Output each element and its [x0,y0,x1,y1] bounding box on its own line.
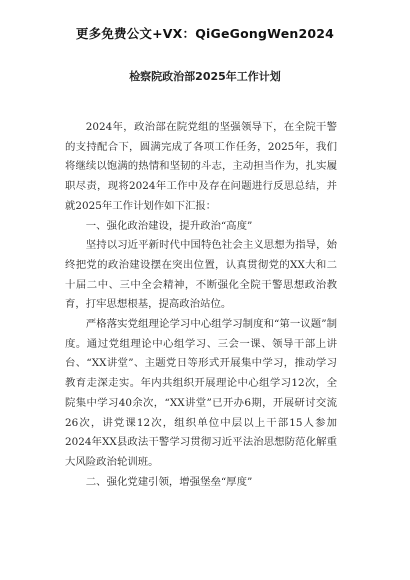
section-heading-1: 一、强化政治建设，提升政治“高度” [85,219,253,232]
document-title: 检察院政治部2025年工作计划 [129,70,281,83]
document-body [65,118,337,492]
paragraph-study-system: 严格落实党组理论学习中心组学习制度和“第一议题”制度。通过党组理论中心组学习、三会一课、领导干部上讲台、“XX讲堂”、主题党日等形式开展集中学习，推动学习教育走深走实。年内共组织开展理论中心组学习12次，全院集中学习40余次，“XX讲堂”已开办6期，开展研讨交流26次，讲党课12次，组织单位中层以上干部15人参加2024年XX县政法干警学习贯彻习近平法治思想防范化解重大风险政治轮训班。 [65,318,337,468]
paragraph-intro: 2024年，政治部在院党组的坚强领导下，在全院干警的支持配合下，圆满完成了各项工作任务，2025年，我们将继续以饱满的热情和坚韧的斗志，主动担当作为，扎实履职尽责，现将2024年工作中及存在问题进行反思总结，并就2025年工作计划作如下汇报： [65,121,337,212]
section-heading-2: 二、强化党建引领，增强堡垒“厚度” [85,475,253,488]
paragraph-political-guidance: 坚持以习近平新时代中国特色社会主义思想为指导，始终把党的政治建设摆在突出位置，认真贯彻党的XX大和二十届二中、三中全会精神，不断强化全院干警思想政治教育，打牢思想根基，提高政治站位。 [65,239,337,311]
header-banner: 更多免费公文+VX：QiGeGongWen2024 [75,26,335,41]
